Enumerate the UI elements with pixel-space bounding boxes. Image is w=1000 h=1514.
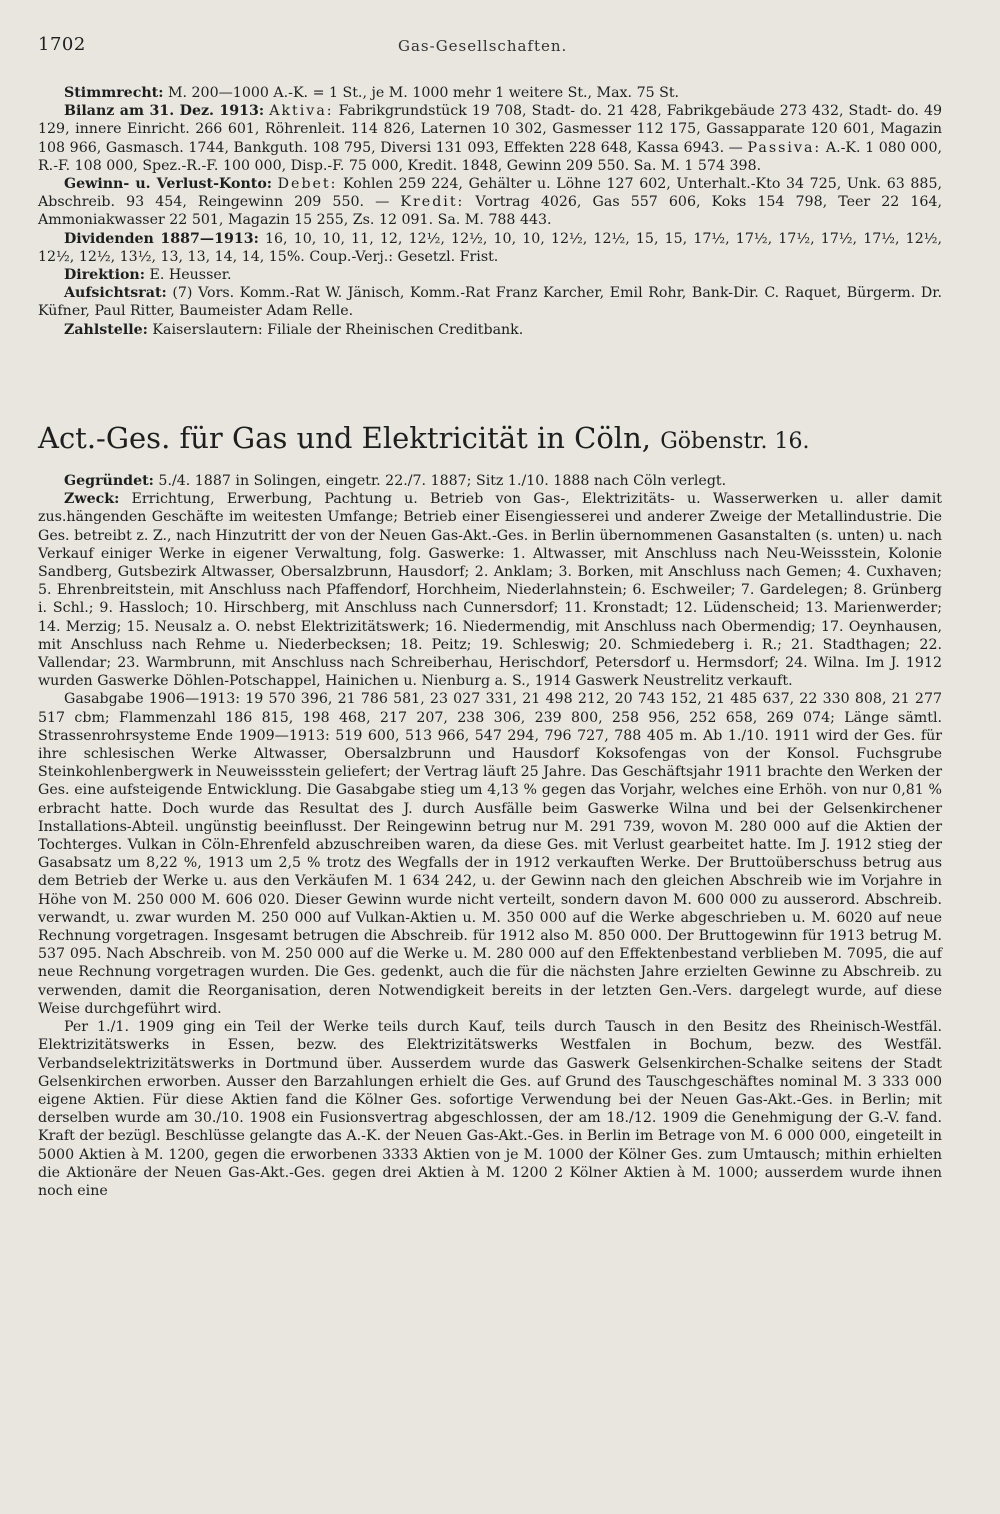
gegruendet-paragraph [38,472,942,490]
direktion-label: Direktion: [64,267,145,284]
bilanz-paragraph [38,102,942,175]
passiva-text: A.-K. 1 080 000, R.-F. 108 000, Spez.-R.-F. 100 000, Disp.-F. 75 000, Kredit. 1848, Gewinn 209 550. Sa. M. 1 574 398. [38,139,942,174]
dividenden-paragraph [38,230,942,266]
zweck-text: Errichtung, Erwerbung, Pachtung u. Betrieb von Gas-, Elektrizitäts- u. Wasserwerken u. aller damit zus.hängenden Geschäfte im weitesten Umfange; Betrieb einer Eisengiesserei und anderer Zweige der Metallindustrie. Die Ges. betreibt z. Z., nach Hinzutritt der von der Neuen Gas-Akt.-Ges. in Berlin übernommenen Gasanstalten (s. unten) u. nach Verkauf einiger Werke in eigener Verwaltung, folg. Gaswerke: 1. Altwasser, mit Anschluss nach Neu-Weissstein, Kolonie Sandberg, Gutsbezirk Altwasser, Obersalzbrunn, Hausdorf; 2. Anklam; 3. Borken, mit Anschluss nach Gemen; 4. Cuxhaven; 5. Ehrenbreitstein, mit Anschluss nach Pfaffendorf, Horchheim, Niederlahnstein; 6. Eschweiler; 7. Gardelegen; 8. Grünberg i. Schl.; 9. Hassloch; 10. Hirschberg, mit Anschluss nach Cunnersdorf; 11. Kronstadt; 12. Lüdenscheid; 13. Marienwerder; 14. Merzig; 15. Neusalz a. O. nebst Elektrizitätswerk; 16. Niedermendig, mit Anschluss nach Obermendig; 17. Oeynhausen, mit Anschluss nach Rehme u. Niederbecksen; 18. Peitz; 19. Schleswig; 20. Schmiedeberg i. R.; 21. Stadthagen; 22. Vallendar; 23. Warmbrunn, mit Anschluss nach Schreiberhau, Herischdorf, Petersdorf u. Hermsdorf; 24. Wilna. Im J. 1912 wurden Gaswerke Döhlen-Potschappel, Hainichen u. Nienburg a. S., 1914 Gaswerk Neustrelitz verkauft. [38,491,942,690]
passiva-label: Passiva: [747,139,822,156]
zweck-label: Zweck: [64,491,120,508]
aufsichtsrat-label: Aufsichtsrat: [64,285,167,302]
zahlstelle-label: Zahlstelle: [64,321,148,338]
stimmrecht-paragraph [38,84,942,102]
gegruendet-text: 5./4. 1887 in Solingen, eingetr. 22./7. 1887; Sitz 1./10. 1888 nach Cöln verlegt. [158,473,727,489]
page-header [38,34,962,62]
gewinn-verlust-paragraph [38,175,942,230]
dividenden-label: Dividenden 1887—1913: [64,230,259,247]
dividenden-text: 16, 10, 10, 11, 12, 12½, 12½, 10, 10, 12½, 12½, 15, 15, 17½, 17½, 17½, 17½, 17½, 12½, 12½, 12½, 13½, 13, 13, 14, 14, 15%. Coup.-Verj.: Gesetzl. Frist. [38,230,942,265]
zahlstelle-paragraph [38,321,942,339]
zahlstelle-text: Kaiserslautern: Filiale der Rheinischen Creditbank. [152,321,524,338]
direktion-paragraph [38,266,942,284]
aufsichtsrat-text: (7) Vors. Komm.-Rat W. Jänisch, Komm.-Rat Franz Karcher, Emil Rohr, Bank-Dir. C. Raquet, Bürgerm. Dr. Küfner, Paul Ritter, Baumeister Adam Relle. [38,285,942,320]
debet-label: Debet: [277,176,338,193]
gewinn-verlust-label: Gewinn- u. Verlust-Konto: [64,176,273,193]
zweck-paragraph [38,490,942,690]
section-gaswerk-kaiserslautern [38,84,942,339]
page-number: 1702 [38,34,86,55]
company-title: Act.-Ges. für Gas und Elektricität in Cöln, [38,421,651,455]
kredit-text: Vortrag 4026, Gas 557 606, Koks 154 798, Teer 22 164, Ammoniakwasser 22 501, Magazin 15 255, Zs. 12 091. Sa. M. 788 443. [38,194,942,229]
direktion-text: E. Heusser. [149,267,232,284]
bilanz-label: Bilanz am 31. Dez. 1913: [64,103,265,120]
section-gas-elektricitaet-coeln [38,472,942,1200]
gasabgabe-paragraph: Gasabgabe 1906—1913: 19 570 396, 21 786 581, 23 027 331, 21 498 212, 20 743 152, 21 485 637, 22 330 808, 21 277 517 cbm; Flammenzahl 186 815, 198 468, 217 207, 238 306, 239 800, 258 956, 252 658, 269 074; Länge sämtl. Strassenrohrsysteme Ende 1909—1913: 519 600, 513 966, 547 294, 796 727, 788 405 m. Ab 1./10. 1911 wird der Ges. für ihre schlesischen Werke Altwasser, Obersalzbrunn und Hausdorf Koksofengas von der Konsol. Fuchsgrube Steinkohlenbergwerk in Neuweissstein geliefert; der Vertrag läuft 25 Jahre. Das Geschäftsjahr 1911 brachte den Werken der Ges. eine aufsteigende Entwicklung. Die Gasabgabe stieg um 4,13 % gegen das Vorjahr, welches eine Erhöh. von nur 0,81 % erbracht hatte. Doch wurde das Resultat des J. durch Ausfälle beim Gaswerke Wilna und bei der Gelsenkirchener Installations-Abteil. ungünstig beeinflusst. Der Reingewinn betrug nur M. 291 739, wovon M. 280 000 auf die Aktien der Tochterges. Vulkan in Cöln-Ehrenfeld abzuschreiben waren, da diese Ges. mit Verlust gearbeitet hatte. Im J. 1912 stieg der Gasabsatz um 8,22 %, 1913 um 2,5 % trotz des Wegfalls der in 1912 verkauften Werke. Der Bruttoüberschuss betrug aus dem Betrieb der Werke u. aus den Verkäufen M. 1 634 242, u. der Gewinn nach den gleichen Abschreib wie im Vorjahre in Höhe von M. 250 000 M. 606 020. Dieser Gewinn wurde nicht verteilt, sondern davon M. 600 000 zu ausserord. Abschreib. verwandt, u. zwar wurden M. 250 000 auf Vulkan-Aktien u. M. 350 000 auf die Werke abgeschrieben u. M. 6020 auf neue Rechnung vorgetragen. Insgesamt betrugen die Abschreib. für 1912 also M. 850 000. Der Bruttogewinn für 1913 betrug M. 537 095. Nach Abschreib. von M. 250 000 auf die Werke u. M. 280 000 auf den Effektenbestand verblieben M. 7095, die auf neue Rechnung vorgetragen wurden. Die Ges. gedenkt, auch die für die nächsten Jahre erzielten Gewinne zu Abschreib. zu verwenden, damit die Reorganisation, deren Notwendigkeit bereits in der letzten Gen.-Vers. dargelegt wurde, auf diese Weise durchgeführt wird. [38,691,942,1017]
stimmrecht-text: M. 200—1000 A.-K. = 1 St., je M. 1000 mehr 1 weitere St., Max. 75 St. [167,85,680,101]
aufsichtsrat-paragraph [38,284,942,320]
tausch-paragraph: Per 1./1. 1909 ging ein Teil der Werke teils durch Kauf, teils durch Tausch in den Besitz des Rheinisch-Westfäl. Elektrizitätswerks in Essen, bezw. des Elektrizitätswerks Westfalen in Bochum, bezw. des Westfäl. Verbandselektrizitätswerks in Dortmund über. Ausserdem wurde das Gaswerk Gelsenkirchen-Schalke seitens der Stadt Gelsenkirchen erworben. Ausser den Barzahlungen erhielt die Ges. auf Grund des Tauschgeschäftes nominal M. 3 333 000 eigene Aktien. Für diese Aktien fand die Kölner Ges. sofortige Verwendung bei der Neuen Gas-Akt.-Ges. in Berlin; mit derselben wurde am 30./10. 1908 ein Fusionsvertrag abgeschlossen, der am 18./12. 1909 die Genehmigung der G.-V. fand. Kraft der bezügl. Beschlüsse gelangte das A.-K. der Neuen Gas-Akt.-Ges. in Berlin im Betrage von M. 6 000 000, eingeteilt in 5000 Aktien à M. 1200, gegen die erworbenen 3333 Aktien von je M. 1000 der Kölner Ges. zum Umtausch; mithin erhielten die Aktionäre der Neuen Gas-Akt.-Ges. gegen drei Aktien à M. 1200 2 Kölner Aktien à M. 1000; ausserdem wurde ihnen noch eine [38,1019,942,1199]
debet-text: Kohlen 259 224, Gehälter u. Löhne 127 602, Unterhalt.-Kto 34 725, Unk. 63 885, Abschreib. 93 454, Reingewinn 209 550. — [38,176,942,211]
aktiva-text: Fabrikgrundstück 19 708, Stadt- do. 21 428, Fabrikgebäude 273 432, Stadt- do. 49 129, innere Einricht. 266 601, Röhrenleit. 114 826, Laternen 10 302, Gasmesser 112 175, Gassapparate 120 601, Magazin 108 966, Gasmasch. 1744, Bankguth. 108 795, Diversi 131 093, Effekten 228 648, Kassa 6943. — [38,103,943,156]
company-heading [38,420,942,460]
stimmrecht-label: Stimmrecht: [64,85,164,101]
running-title: Gas-Gesellschaften. [398,37,568,55]
gegruendet-label: Gegründet: [64,473,154,489]
aktiva-label: Aktiva: [269,103,334,120]
company-address: Göbenstr. 16. [660,429,810,454]
kredit-label: Kredit: [400,194,465,211]
